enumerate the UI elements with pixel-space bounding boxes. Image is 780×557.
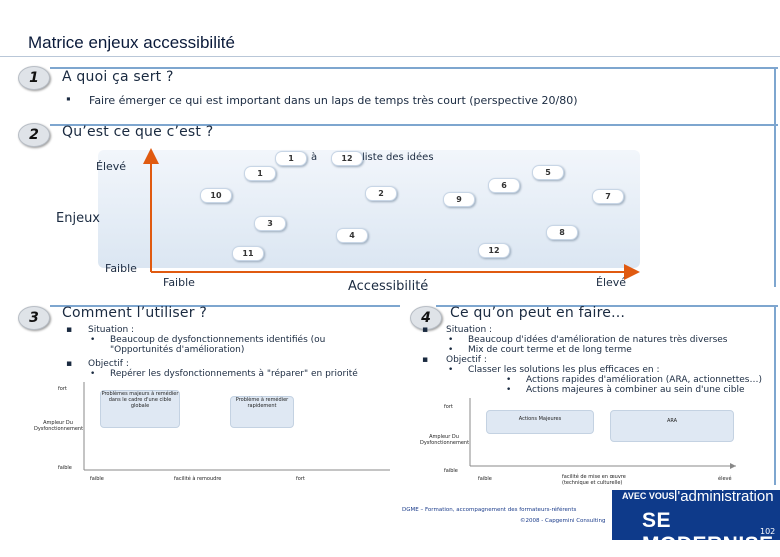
idea-pill: 5 — [532, 165, 564, 180]
idea-pill: 2 — [365, 186, 397, 201]
mini4-y-high: fort — [444, 404, 453, 410]
mini3-y-label: Ampleur Du Dysfonctionnement — [34, 420, 84, 432]
mini3-x-high: fort — [296, 476, 305, 482]
legend-text: liste des idées — [362, 152, 434, 163]
bullet-icon: ▪ — [66, 94, 71, 103]
bullet-icon: ▪ — [66, 359, 73, 369]
idea-pill: 10 — [200, 188, 232, 203]
y-high-label: Élevé — [96, 160, 127, 173]
bullet-icon: ▪ — [422, 355, 429, 365]
bullet-icon: • — [90, 335, 96, 345]
bullet-icon: • — [506, 375, 512, 385]
footer-credit-1: DGME – Formation, accompagnement des formateurs-référents — [402, 507, 577, 513]
page-number: 102 — [760, 527, 776, 536]
mini3-box-major: Problèmes majeurs à remédier dans le cadre d'une cible globale — [100, 390, 180, 428]
x-low-label: Faible — [163, 276, 195, 289]
section-number-1: 1 — [18, 66, 50, 90]
x-high-label: Élevé — [596, 276, 627, 289]
legend-pill-end: 12 — [331, 151, 363, 166]
y-axis-title: Enjeux — [56, 211, 100, 226]
mini3-y-low: faible — [58, 465, 72, 471]
bullet-icon: • — [448, 365, 454, 375]
section-title-2: Qu’est ce que c’est ? — [62, 124, 214, 140]
x-axis-title: Accessibilité — [348, 279, 429, 294]
idea-pill: 12 — [478, 243, 510, 258]
idea-pill: 11 — [232, 246, 264, 261]
footer-credit-2: ©2008 - Capgemini Consulting — [520, 518, 606, 524]
idea-pill: 6 — [488, 178, 520, 193]
footer-tagline-admin: l'administration — [674, 488, 774, 505]
mini4-y-low: faible — [444, 468, 458, 474]
page-title: Matrice enjeux accessibilité — [28, 33, 235, 52]
section-title-1: A quoi ça sert ? — [62, 69, 174, 85]
section-number-4: 4 — [410, 306, 442, 330]
legend-to: à — [311, 152, 318, 163]
bullet-icon: ▪ — [66, 325, 73, 335]
mini4-box-ara: ARA — [610, 410, 734, 442]
section-title-3: Comment l’utiliser ? — [62, 305, 207, 321]
idea-pill: 1 — [244, 166, 276, 181]
idea-pill: 3 — [254, 216, 286, 231]
section-title-4: Ce qu’on peut en faire… — [450, 305, 626, 321]
bullet-icon: ▪ — [422, 325, 429, 335]
y-low-label: Faible — [105, 262, 137, 275]
mini3-x-low: faible — [90, 476, 104, 482]
idea-pill: 4 — [336, 228, 368, 243]
mini4-box-major: Actions Majeures — [486, 410, 594, 434]
bullet-icon: • — [90, 369, 96, 379]
mini4-y-label: Ampleur Du Dysfonctionnement — [420, 434, 470, 446]
bullet-icon: • — [448, 335, 454, 345]
idea-pill: 7 — [592, 189, 624, 204]
section1-bullet: Faire émerger ce qui est important dans un laps de temps très court (perspective 20/80) — [89, 94, 578, 107]
bullet-icon: • — [448, 345, 454, 355]
section-number-3: 3 — [18, 306, 50, 330]
bullet-icon: • — [506, 385, 512, 395]
mini3-x-mid: facilité à remoudre — [174, 476, 222, 482]
idea-pill: 9 — [443, 192, 475, 207]
mini4-x-high: élevé — [718, 476, 732, 482]
mini4-x-low: faible — [478, 476, 492, 482]
mini3-y-high: fort — [58, 386, 67, 392]
section-number-2: 2 — [18, 123, 50, 147]
mini3-box-quick: Problème à remédier rapidement — [230, 396, 294, 428]
footer-tagline-small: AVEC VOUS — [622, 491, 675, 501]
mini4-x-mid: facilité de mise en œuvre (technique et culturelle) — [562, 474, 626, 486]
footer-tagline-modernise: SE MODERNISE — [642, 509, 774, 556]
idea-pill: 8 — [546, 225, 578, 240]
legend-pill-start: 1 — [275, 151, 307, 166]
